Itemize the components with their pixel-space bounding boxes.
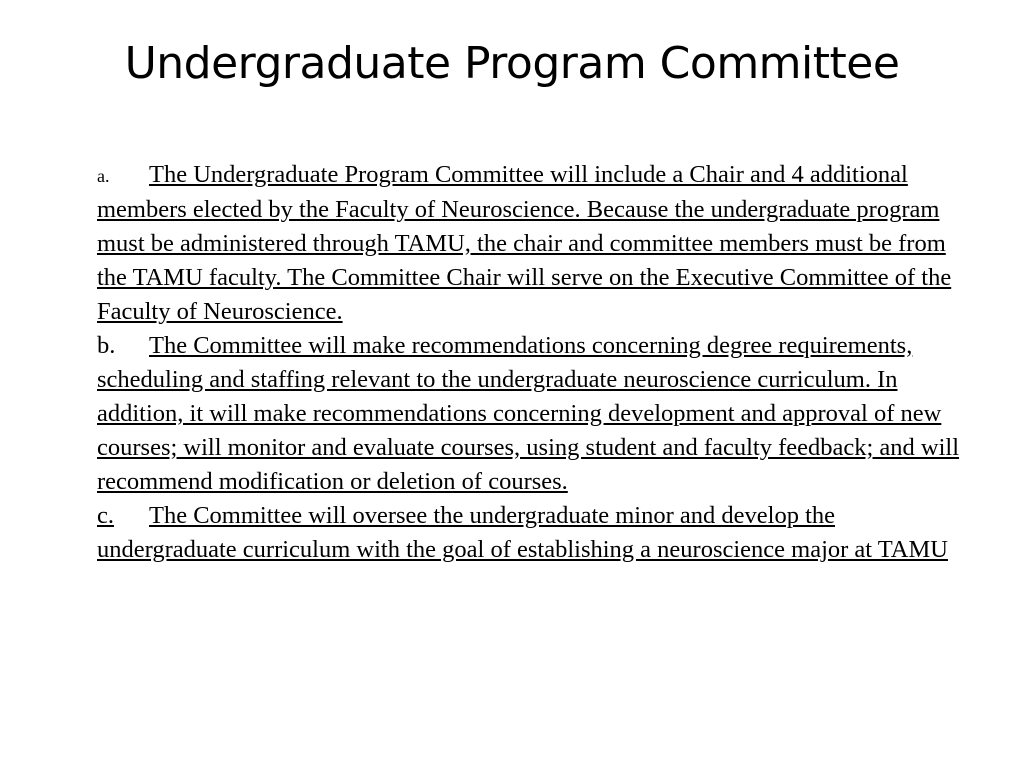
item-text: The Committee will oversee the undergraduate minor and develop the undergraduate curriculum with the goal of establishing a neuroscience major at TAMU <box>97 502 948 563</box>
item-marker: b. <box>97 332 116 359</box>
item-text: The Undergraduate Program Committee will include a Chair and 4 additional members elected by the Faculty of Neuroscience. Because the undergraduate program must be administered through TAMU, the chair and committee members must be from the TAMU faculty. The Committee Chair will serve on the Executive Committee of the Faculty of Neuroscience. <box>97 161 952 325</box>
item-marker: c. <box>97 502 114 529</box>
item-text: The Committee will make recommendations concerning degree requirements, scheduling and staffing relevant to the undergraduate neuroscience curriculum. In addition, it will make recommendations concerning development and approval of new courses; will monitor and evaluate courses, using student and faculty feedback; and will recommend modification or deletion of courses. <box>97 332 960 495</box>
slide-title: Undergraduate Program Committee <box>124 38 900 89</box>
item-marker: a. <box>97 166 110 186</box>
slide-body <box>97 158 969 567</box>
list-item-b <box>97 329 969 499</box>
list-item-c <box>97 499 969 567</box>
list-item-a <box>97 158 969 329</box>
